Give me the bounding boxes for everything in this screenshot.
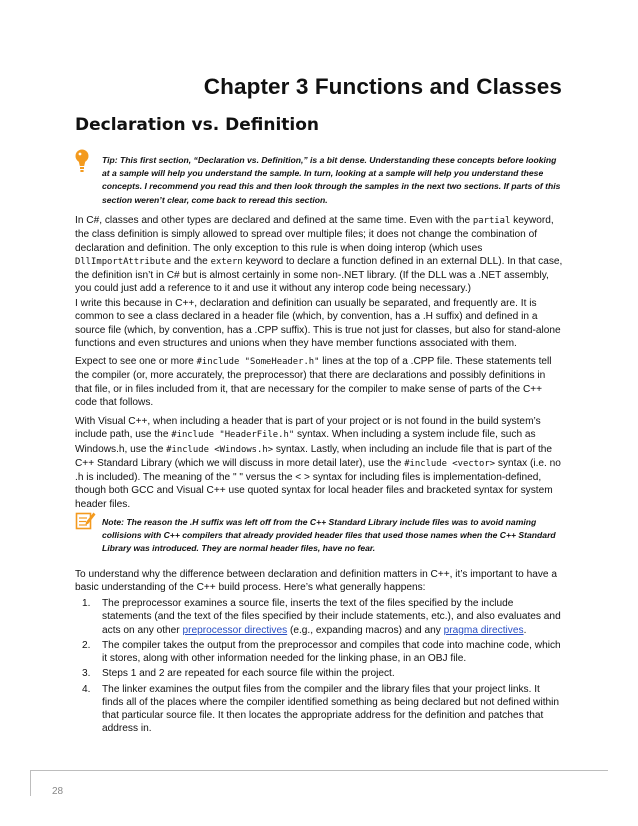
page-number: 28 [52,786,64,797]
chapter-title: Chapter 3 Functions and Classes [203,74,562,99]
lightbulb-icon [75,148,89,181]
paragraph: In C#, classes and other types are declared and defined at the same time. Even with the partial keyword, the class definition is simply allowed to spread over multiple files; it does not change the combination of declaration and definition. The only exception to this rule is when doing interop (which uses DllImportAttribute and the extern keyword to declare a function defined in an external DLL). In that case, the definition isn’t in C# but is almost certainly in some non-.NET library. (If the DLL was a .NET assembly, you could just add a reference to it and use it without any interop code being necessary.) [75,215,563,295]
paragraph: With Visual C++, when including a header that is part of your project or is not found in the build system’s include path, use the #include "HeaderFile.h" syntax. When including a system include file, such as Windows.h, use the #include <Windows.h> syntax. Lastly, when including an include file that is part of the C++ Standard Library (which we will discuss in more detail later), use the #include <vector> syntax (i.e. no .h is included). The meaning of the " " versus the < > syntax for including files is implementation-defined, though both GCC and Visual C++ use quoted syntax for local header files and bracketed syntax for system header files. [75,416,561,510]
paragraph: Expect to see one or more #include "SomeHeader.h" lines at the top of a .CPP file. These statements tell the compiler (or, more accurately, the preprocessor) that there are declarations and possibly definitions in that file, or in files included from it, that are necessary for the compiler to make sense of parts of the C++ code that follows. [75,356,552,408]
footer-divider [30,770,31,796]
note-callout [75,509,565,556]
footer-rule [30,770,608,771]
list-item: 4. The linker examines the output files from the compiler and the library files that your project links. It finds all of the places where the compiler identified something as being declared but not defined within that particular source file. It then locates the appropriate address for the definition and patches that address in. [82,683,560,735]
tip-callout [75,148,565,207]
list-item: 1. The preprocessor examines a source file, inserts the text of the files specified by the include statements (and the text of the files specified by their include statements, etc.), and also evaluates and acts on any other preprocessor directives (e.g., expanding macros) and any pragma directives. [82,598,561,636]
build-steps-list [75,597,563,738]
list-item: 2. The compiler takes the output from the preprocessor and compiles that code into machine code, which it stores, along with other information needed for the linking phase, in an OBJ file. [82,639,561,664]
note-text: Note: The reason the .H suffix was left off from the C++ Standard Library include files was to avoid naming collisions with C++ compilers that already provided header files that used those names when the C++ Standard Library was introduced. They are normal header files, have no fear. [102,517,556,554]
list-item: 3. Steps 1 and 2 are repeated for each source file within the project. [82,668,395,680]
tip-text: Tip: This first section, “Declaration vs. Definition,” is a bit dense. Understanding these concepts before looking at a sample will help you understand the sample. In turn, looking at a sample will help you understand these concepts. I recommend you read this and then look through the samples in the next two sections. If parts of this section weren’t clear, come back to reread this section. [102,155,561,205]
preprocessor-directives-link[interactable]: preprocessor directives [182,624,288,636]
section-heading: Declaration vs. Definition [75,115,320,135]
pragma-directives-link[interactable]: pragma directives [443,624,524,636]
note-pencil-icon [75,509,97,536]
paragraph: I write this because in C++, declaration and definition can usually be separated, and frequently are. It is common to see a class declared in a header file (which, by convention, has a .H suffix) and defined in a source file (which, by convention, has a .CPP suffix). This is true not just for classes, but also for stand-alone functions and even structures and unions when they have member functions associated with them. [75,298,561,349]
paragraph: To understand why the difference between declaration and definition matters in C++, it’s important to have a basic understanding of the C++ build process. Here’s what generally happens: [75,569,557,594]
